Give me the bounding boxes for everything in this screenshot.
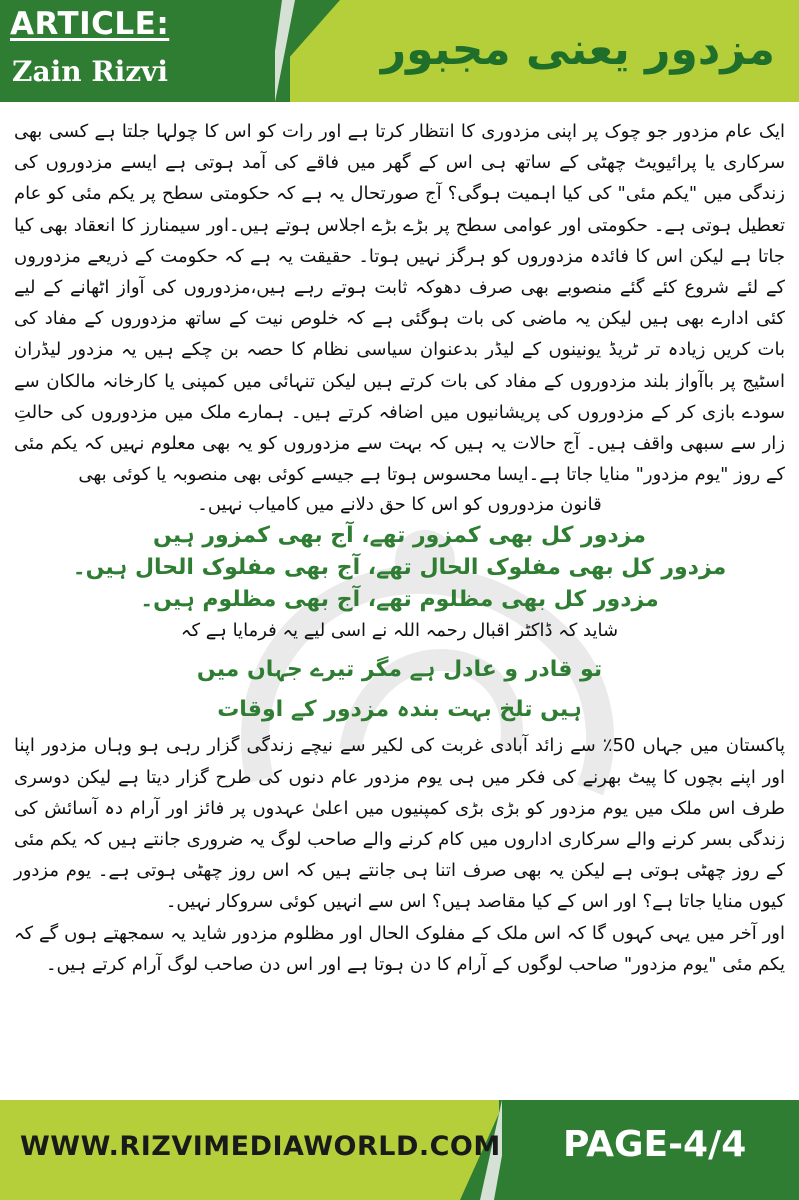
article-tag: ARTICLE:: [10, 6, 170, 42]
quote-line-2: مزدور کل بھی مفلوک الحال تھے، آج بھی مفلوک الحال ہیں۔: [72, 555, 727, 581]
couplet-line-2: ہیں تلخ بہت بندہ مزدور کے اوقات: [217, 697, 582, 723]
iqbal-intro: شاید کہ ڈاکٹر اقبال رحمہ اللہ نے اسی لیے یہ فرمایا ہے کہ: [180, 620, 619, 642]
quote-line-3: مزدور کل بھی مظلوم تھے، آج بھی مظلوم ہیں۔: [140, 587, 659, 613]
article-title: مزدور یعنی مجبور: [380, 24, 775, 75]
header-banner: [0, 0, 799, 102]
author-name: Zain Rizvi: [12, 55, 169, 88]
footer-banner: [0, 1100, 799, 1200]
paragraph-pakistan: پاکستان میں جہاں 50٪ سے زائد آبادی غربت کی لکیر سے نیچے زندگی گزار رہی ہو وہاں مزدور اپنا اور اپنے بچوں کا پیٹ بھرنے کی فکر میں ہی یوم مزدور عام دنوں کی طرح گزار دیتا ہے لیکن دوسری طرف اس ملک میں یوم مزدور کو بڑی بڑی کمپنیوں میں اعلیٰ عہدوں پر فائز اور آرام دہ آسائش کی زندگی بسر کرنے والے سرکاری اداروں میں کام کرنے والے صاحب لوگ یہ ضروری جانتے ہیں کہ یکم مئی کے روز چھٹی ہوتی ہے لیکن یہ بھی صرف اتنا ہی جانتے ہیں کہ اس روز چھٹی ہوتی ہے۔ یوم مزدور کیوں منایا جاتا ہے؟ اور اس کے کیا مقاصد ہیں؟ اس سے انہیں کوئی سروکار نہیں۔: [14, 735, 785, 913]
article-body: [14, 116, 785, 1086]
paragraph-conclusion: اور آخر میں یہی کہوں گا کہ اس ملک کے مفلوک الحال اور مظلوم مزدور شاید یہ سمجھتے ہوں گے کہ یکم مئی "یوم مزدور" صاحب لوگوں کے آرام کا دن ہوتا ہے اور اس دن صاحب لوگ آرام کرتے ہیں۔: [14, 922, 785, 975]
paragraph-intro-end: قانون مزدوروں کو اس کا حق دلانے میں کامیاب نہیں۔: [197, 494, 602, 516]
header-wedge: [250, 0, 340, 102]
quote-line-1: مزدور کل بھی کمزور تھے، آج بھی کمزور ہیں: [153, 523, 646, 549]
couplet-line-1: تو قادر و عادل ہے مگر تیرے جہاں میں: [196, 657, 603, 683]
website-url: WWW.RIZVIMEDIAWORLD.COM: [20, 1131, 501, 1162]
header-stripe-inner: [268, 0, 282, 102]
paragraph-intro: ایک عام مزدور جو چوک پر اپنی مزدوری کا انتظار کرتا ہے اور رات کو اس کا چولہا جلتا ہے کسی بھی سرکاری یا پرائیویٹ چھٹی کے ساتھ ہی اس کے گھر میں فاقے کی آمد ہوتی ہے ایسے مزدوروں کی زندگی میں "یکم مئی" کی کیا اہمیت ہوگی؟ آج صورتحال یہ ہے کہ حکومتی سطح پر یکم مئی کو عام تعطیل ہوتی ہے۔ حکومتی اور عوامی سطح پر بڑے بڑے اجلاس ہوتے ہیں۔اور سیمنارز کا انعقاد بھی کیا جاتا ہے لیکن اس کا فائدہ مزدوروں کو ہرگز نہیں ہوتا۔ حقیقت یہ ہے کہ حکومت کے ذریعے مزدوروں کے لئے شروع کئے گئے منصوبے بھی صرف دھوکہ ثابت ہوتے رہے ہیں،مزدوروں کی آواز اٹھانے کے لیے کئی ادارے بھی ہیں لیکن یہ ماضی کی بات ہوگئی ہے کہ خلوص نیت کے ساتھ مزدوروں کے مفاد کی بات کریں زیادہ تر ٹریڈ یونینوں کے لیڈر بدعنوان سیاسی نظام کا حصہ بن چکے ہیں یہ مزدور لیڈران اسٹیج پر باآواز بلند مزدوروں کے مفاد کی بات کرتے ہیں لیکن تنہائی میں کمپنی یا کارخانہ مالکان سے سودے بازی کر کے مزدوروں کی پریشانیوں میں اضافہ کرتے ہیں۔ ہمارے ملک میں مزدوروں کی حالتِ زار سے سبھی واقف ہیں۔ آج حالات یہ ہیں کہ بہت سے مزدوروں کو یہ بھی معلوم نہیں کہ یکم مئی کے روز "یوم مزدور" منایا جاتا ہے۔ایسا محسوس ہوتا ہے جیسے کوئی بھی منصوبہ یا کوئی بھی: [14, 121, 785, 486]
page-number: PAGE-4/4: [563, 1124, 747, 1165]
